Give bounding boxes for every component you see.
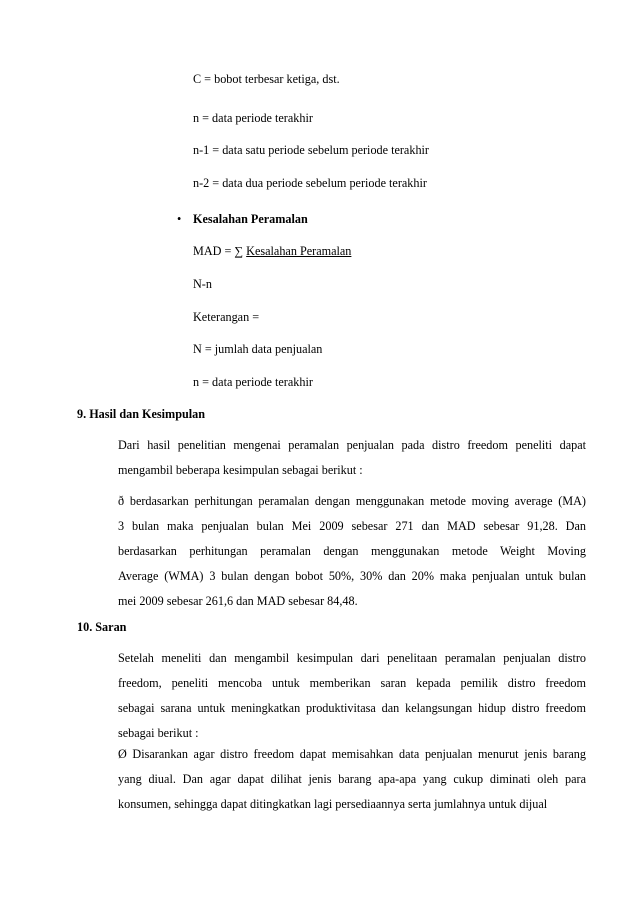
text-line: Setelah meneliti dan mengambil kesimpulan dari penelitaan peramalan penjualan distro	[118, 651, 586, 665]
legend-line-c: C = bobot terbesar ketiga, dst.	[193, 72, 340, 86]
text-line: mengambil beberapa kesimpulan sebagai berikut :	[118, 463, 363, 477]
section-10-suggestion	[118, 747, 586, 822]
text-line: sebagai berikut :	[118, 726, 199, 740]
text-line: sebagai sarana untuk meningkatkan produktivitasa dan kelangsungan hidup distro freedom	[118, 701, 586, 715]
text-line: Ø Disarankan agar distro freedom dapat memisahkan data penjualan menurut jenis barang	[118, 747, 586, 761]
section-9-heading: 9. Hasil dan Kesimpulan	[77, 407, 206, 421]
text-line: mei 2009 sebesar 261,6 dan MAD sebesar 84,48.	[118, 594, 358, 608]
text-line: Average (WMA) 3 bulan dengan bobot 50%, 30% dan 20% maka penjualan untuk bulan	[118, 569, 586, 583]
mad-denominator: N-n	[193, 277, 212, 291]
n-total-definition: N = jumlah data penjualan	[193, 342, 323, 356]
text-line: 3 bulan maka penjualan bulan Mei 2009 sebesar 271 dan MAD sebesar 91,28. Dan	[118, 519, 586, 533]
text-line: Dari hasil penelitian mengenai peramalan penjualan pada distro freedom peneliti dapat	[118, 438, 586, 452]
section-9-intro	[118, 438, 586, 488]
text-line: yang diual. Dan agar dapat dilihat jenis barang apa-apa yang cukup diminati oleh para	[118, 772, 586, 786]
section-10-intro	[118, 651, 586, 751]
mad-formula	[193, 244, 351, 259]
mad-prefix: MAD = ∑	[193, 244, 247, 258]
error-section-title: Kesalahan Peramalan	[193, 212, 308, 226]
text-line: ð berdasarkan perhitungan peramalan dengan menggunakan metode moving average (MA)	[118, 494, 586, 508]
legend-line-n-minus-2: n-2 = data dua periode sebelum periode terakhir	[193, 176, 427, 190]
text-line: freedom, peneliti mencoba untuk memberikan saran kepada pemilik distro freedom	[118, 676, 586, 690]
bullet-icon: •	[177, 212, 182, 226]
keterangan-label: Keterangan =	[193, 310, 260, 324]
section-10-heading: 10. Saran	[77, 620, 127, 634]
text-line: konsumen, sehingga dapat ditingkatkan lagi persediaannya serta jumlahnya untuk dijual	[118, 797, 548, 811]
legend-line-n-minus-1: n-1 = data satu periode sebelum periode terakhir	[193, 143, 429, 157]
mad-numerator: Kesalahan Peramalan	[246, 244, 352, 258]
n-last-definition: n = data periode terakhir	[193, 375, 313, 389]
text-line: berdasarkan perhitungan peramalan dengan menggunakan metode Weight Moving	[118, 544, 586, 558]
legend-line-n: n = data periode terakhir	[193, 111, 313, 125]
section-9-conclusion	[118, 494, 586, 619]
